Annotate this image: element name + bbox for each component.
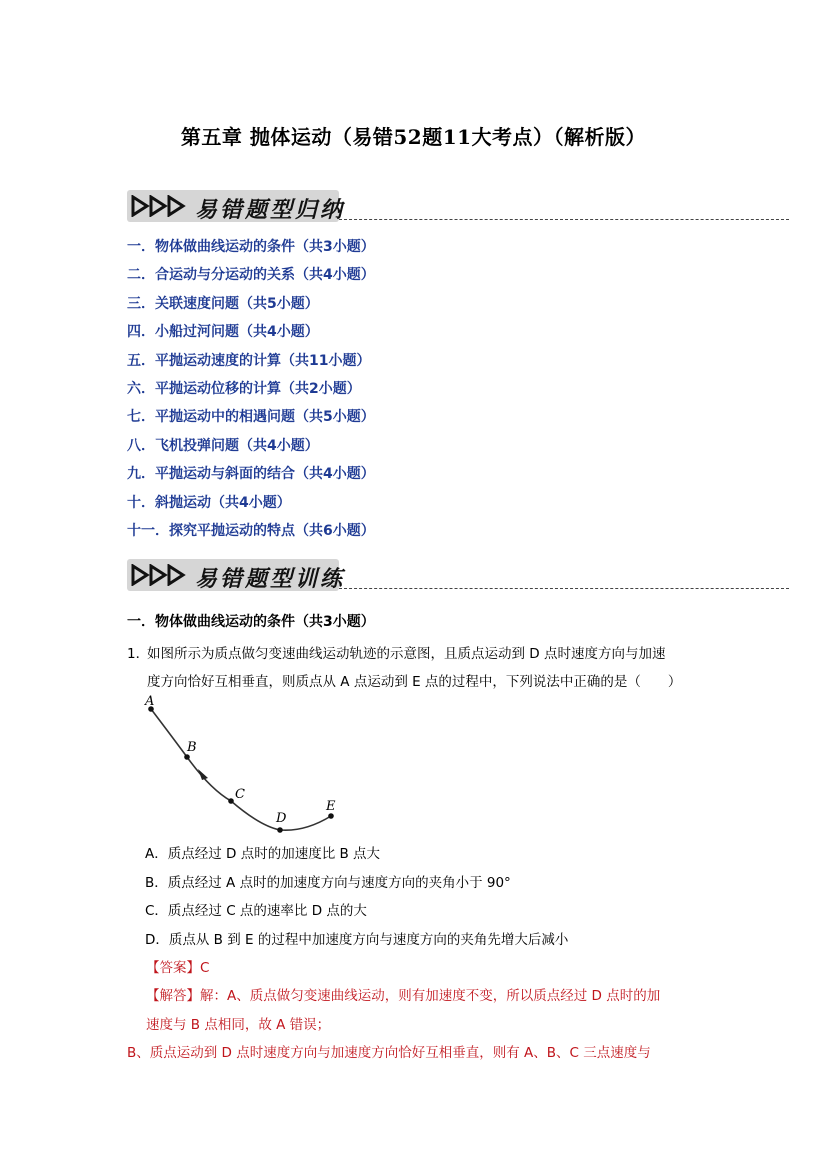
answer-tag: 【答案】: [146, 960, 200, 976]
topic-item[interactable]: 三．关联速度问题（共5小题）: [127, 295, 319, 312]
label-e: E: [326, 799, 336, 814]
option-d[interactable]: D．质点从 B 到 E 的过程中加速度方向与速度方向的夹角先增大后减小: [145, 931, 569, 948]
question-line: 度方向恰好互相垂直，则质点从 A 点运动到 E 点的过程中，下列说法中正确的是（ ）: [147, 674, 682, 690]
page-title: 第五章 抛体运动（易错52题11大考点）（解析版）: [180, 125, 647, 149]
option-a[interactable]: A．质点经过 D 点时的加速度比 B 点大: [145, 846, 381, 862]
triple-arrow-icon: [131, 195, 193, 217]
analysis-text: 解：A、质点做匀变速曲线运动，则有加速度不变，所以质点经过 D 点时的加: [200, 988, 661, 1005]
topic-item[interactable]: 七．平抛运动中的相遇问题（共5小题）: [127, 409, 375, 426]
answer-block: [127, 954, 721, 1067]
trajectory-figure: [140, 694, 350, 839]
topic-item[interactable]: 八．飞机投弹问题（共4小题）: [127, 437, 319, 454]
section-banner-training: [127, 559, 789, 593]
option-c[interactable]: C．质点经过 C 点的速率比 D 点的大: [145, 903, 367, 919]
dashed-divider: [339, 219, 789, 220]
option-b[interactable]: B．质点经过 A 点时的加速度方向与速度方向的夹角小于 90°: [145, 874, 511, 891]
section-banner-summary: [127, 190, 789, 224]
label-b: B: [187, 740, 197, 755]
label-d: D: [276, 811, 287, 826]
point-b: [184, 754, 190, 760]
topic-list: [127, 236, 375, 548]
topic-item[interactable]: 二．合运动与分运动的关系（共4小题）: [127, 267, 375, 284]
point-d: [277, 827, 283, 833]
question-line: 如图所示为质点做匀变速曲线运动轨迹的示意图，且质点运动到 D 点时速度方向与加速: [147, 646, 666, 662]
banner-title: 易错题型训练: [195, 566, 346, 592]
topic-item[interactable]: 十一．探究平抛运动的特点（共6小题）: [127, 522, 375, 539]
topic-item[interactable]: 四．小船过河问题（共4小题）: [127, 324, 319, 341]
topic-item[interactable]: 十．斜抛运动（共4小题）: [127, 494, 291, 511]
topic-item[interactable]: 九．平抛运动与斜面的结合（共4小题）: [127, 466, 375, 483]
topic-item[interactable]: 五．平抛运动速度的计算（共11小题）: [127, 352, 371, 369]
topic-item[interactable]: 一．物体做曲线运动的条件（共3小题）: [127, 239, 375, 255]
section-heading: 一．物体做曲线运动的条件（共3小题）: [127, 614, 375, 630]
answer-options: [145, 840, 568, 954]
analysis-line: B、质点运动到 D 点时速度方向与加速度方向恰好互相垂直，则有 A、B、C 三点速度与: [127, 1044, 651, 1061]
label-a: A: [145, 694, 155, 709]
point-e: [328, 813, 334, 819]
analysis-line: [146, 982, 721, 1010]
point-c: [228, 798, 234, 804]
analysis-line: 速度与 B 点相同，故 A 错误；: [146, 1016, 331, 1033]
trajectory-curve: [151, 709, 331, 830]
analysis-tag: 【解答】: [146, 988, 200, 1005]
dashed-divider: [339, 588, 789, 589]
question-number: 1．: [127, 646, 150, 662]
direction-arrow-icon: [198, 769, 208, 780]
banner-title: 易错题型归纳: [195, 197, 346, 223]
question-1: [127, 640, 707, 696]
label-c: C: [235, 787, 245, 802]
answer-line: [146, 954, 721, 982]
topic-item[interactable]: 六．平抛运动位移的计算（共2小题）: [127, 380, 361, 397]
answer-value: C: [200, 960, 210, 976]
triple-arrow-icon: [131, 564, 193, 586]
